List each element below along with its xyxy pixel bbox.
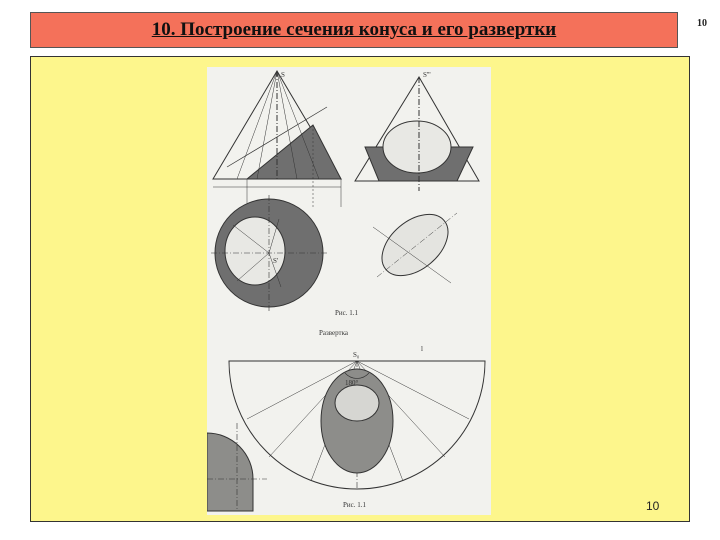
angle-label: 180°: [345, 379, 359, 387]
slide-content-panel: [30, 56, 690, 522]
cone-section-drawing: [207, 67, 491, 515]
figure-caption-top: Рис. 1.1: [335, 309, 358, 317]
development-label: Развертка: [319, 329, 349, 337]
front-apex-label: S: [281, 71, 285, 79]
plan-center-label: S': [273, 257, 279, 265]
side-view: [355, 77, 479, 191]
plan-view: [211, 195, 329, 311]
front-view: [213, 71, 341, 207]
true-section: [370, 202, 459, 288]
slide-page-number: 10: [646, 499, 660, 513]
slide-title: 10. Построение сечения конуса и его развертки: [151, 19, 557, 40]
corner-page-number: 10: [697, 18, 707, 29]
scanned-figure: [207, 67, 491, 515]
side-apex-label: S''': [423, 71, 431, 79]
dev-apex-label: S₀: [353, 351, 360, 359]
figure-caption-bottom: Рис. 1.1: [343, 501, 366, 509]
dimension-label: l: [421, 345, 423, 353]
slide-title-bar: [30, 12, 678, 48]
